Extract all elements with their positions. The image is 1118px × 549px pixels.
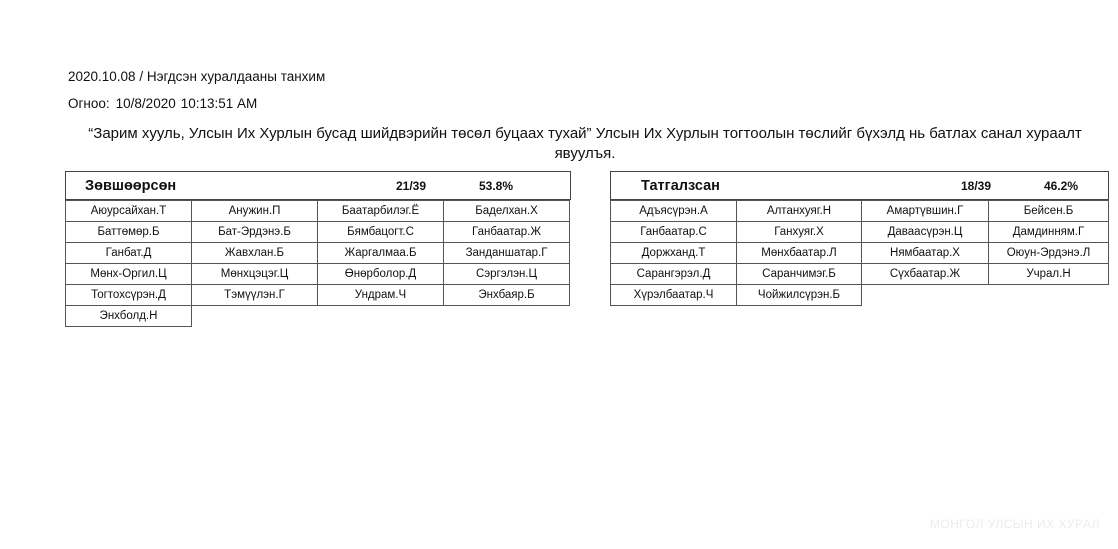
approved-member-name: Сэргэлэн.Ц — [444, 264, 570, 285]
approved-member-name: Бямбацогт.С — [318, 222, 444, 243]
approved-row — [66, 222, 570, 243]
rejected-member-name: Доржханд.Т — [611, 243, 737, 264]
approved-count: 21/39 — [396, 179, 427, 193]
timestamp-label: Огноо: — [68, 96, 110, 111]
rejected-member-name: Ганхуяг.Х — [737, 222, 862, 243]
approved-member-name: Занданшатар.Г — [444, 243, 570, 264]
rejected-title: Татгалзсан — [641, 178, 720, 194]
approved-member-name: Тэмүүлэн.Г — [192, 285, 318, 306]
approved-member-name: Мөнх-Оргил.Ц — [66, 264, 192, 285]
approved-member-name: Баделхан.Х — [444, 201, 570, 222]
approved-member-name: Ундрам.Ч — [318, 285, 444, 306]
rejected-member-name: Даваасүрэн.Ц — [862, 222, 989, 243]
rejected-member-name: Ганбаатар.С — [611, 222, 737, 243]
approved-row — [66, 243, 570, 264]
timestamp-date: 10/8/2020 — [115, 96, 176, 111]
rejected-percent: 46.2% — [1044, 179, 1079, 193]
approved-member-name: Ганбат.Д — [66, 243, 192, 264]
rejected-member-name: Саранчимэг.Б — [737, 264, 862, 285]
approved-row — [66, 264, 570, 285]
rejected-member-name: Бейсен.Б — [989, 201, 1109, 222]
rejected-member-name: Дамдинням.Г — [989, 222, 1109, 243]
approved-names-table — [65, 200, 570, 327]
motion-text: “Зарим хууль, Улсын Их Хурлын бусад шийдвэрийн төсөл буцаах тухай” Улсын Их Хурлын тогтоолын төслийг бүхэлд нь батлах санал хураалт явуулъя. — [88, 125, 1082, 162]
approved-member-name: Тогтохсүрэн.Д — [66, 285, 192, 306]
rejected-names-table — [610, 200, 1109, 306]
rejected-row — [611, 222, 1109, 243]
rejected-row — [611, 264, 1109, 285]
approved-row — [66, 201, 570, 222]
rejected-member-name: Оюун-Эрдэнэ.Л — [989, 243, 1109, 264]
rejected-member-name: Амартүвшин.Г — [862, 201, 989, 222]
session-date-location: 2020.10.08 / Нэгдсэн хуралдааны танхим — [68, 69, 326, 84]
approved-member-name: Бат-Эрдэнэ.Б — [192, 222, 318, 243]
rejected-row — [611, 243, 1109, 264]
rejected-count: 18/39 — [961, 179, 992, 193]
approved-member-name: Жавхлан.Б — [192, 243, 318, 264]
approved-member-name: Энхбаяр.Б — [444, 285, 570, 306]
rejected-member-name: Чойжилсүрэн.Б — [737, 285, 862, 306]
rejected-header — [610, 171, 1109, 200]
approved-member-name: Баатарбилэг.Ё — [318, 201, 444, 222]
approved-title: Зөвшөөрсөн — [85, 178, 177, 194]
approved-header — [65, 171, 571, 200]
rejected-member-name: Учрал.Н — [989, 264, 1109, 285]
timestamp-time: 10:13:51 AM — [180, 96, 258, 111]
rejected-member-name: Сүхбаатар.Ж — [862, 264, 989, 285]
rejected-member-name: Нямбаатар.Х — [862, 243, 989, 264]
approved-member-name: Өнөрболор.Д — [318, 264, 444, 285]
rejected-row — [611, 285, 1109, 306]
rejected-member-name: Хүрэлбаатар.Ч — [611, 285, 737, 306]
approved-member-name: Энхболд.Н — [66, 306, 192, 327]
approved-member-name: Баттөмөр.Б — [66, 222, 192, 243]
timestamp-line — [68, 96, 257, 111]
rejected-row — [611, 201, 1109, 222]
approved-member-name: Ганбаатар.Ж — [444, 222, 570, 243]
rejected-member-name: Алтанхуяг.Н — [737, 201, 862, 222]
approved-row — [66, 306, 570, 327]
approved-percent: 53.8% — [479, 179, 514, 193]
approved-member-name: Аюурсайхан.Т — [66, 201, 192, 222]
rejected-member-name: Сарангэрэл.Д — [611, 264, 737, 285]
rejected-member-name: Мөнхбаатар.Л — [737, 243, 862, 264]
watermark: МОНГОЛ УЛСЫН ИХ ХУРАЛ — [929, 517, 1100, 531]
approved-member-name: Анужин.П — [192, 201, 318, 222]
approved-member-name: Мөнхцэцэг.Ц — [192, 264, 318, 285]
approved-row — [66, 285, 570, 306]
approved-member-name: Жаргалмаа.Б — [318, 243, 444, 264]
rejected-member-name: Адъясүрэн.А — [611, 201, 737, 222]
